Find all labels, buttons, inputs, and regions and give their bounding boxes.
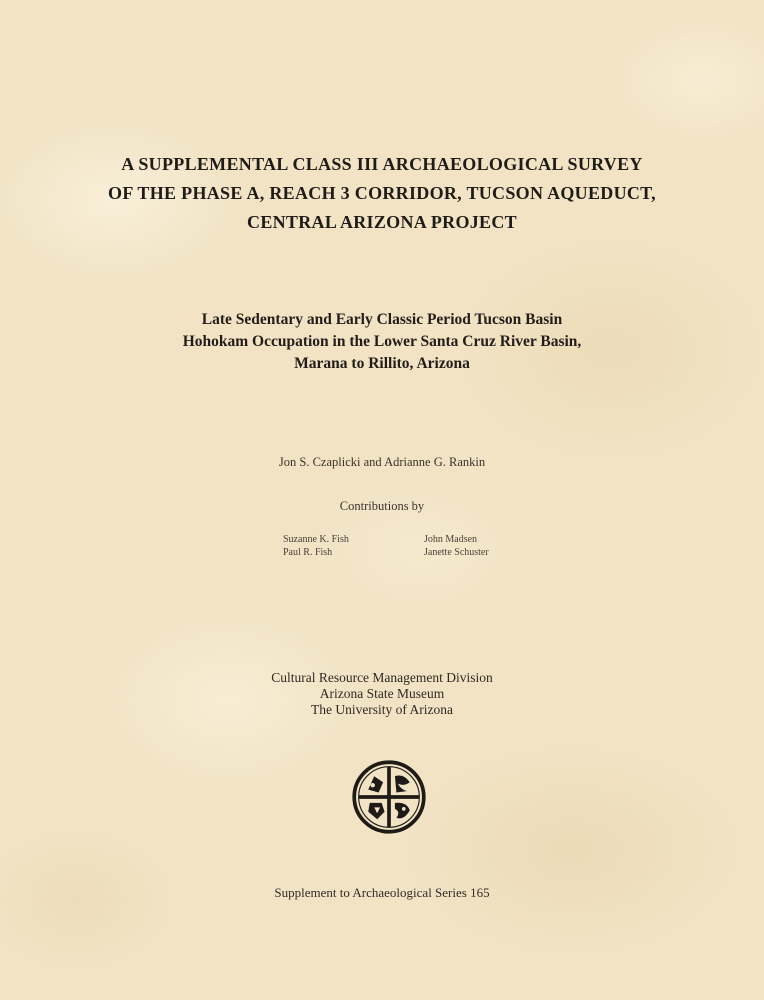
authors: Jon S. Czaplicki and Adrianne G. Rankin [278, 455, 486, 469]
institution-division: Cultural Resource Management Division [271, 670, 493, 685]
title-line-2: OF THE PHASE A, REACH 3 CORRIDOR, TUCSON AQUEDUCT, [108, 183, 656, 203]
contributor-name: Suzanne K. Fish [283, 534, 349, 545]
institution-university: The University of Arizona [310, 702, 454, 717]
subtitle-line-1: Late Sedentary and Early Classic Period Tucson Basin [201, 311, 563, 328]
institution [0, 670, 764, 718]
subtitle-line-2: Hohokam Occupation in the Lower Santa Cruz River Basin, [182, 333, 582, 350]
contributions-heading: Contributions by [339, 499, 425, 513]
title-line-3: CENTRAL ARIZONA PROJECT [247, 212, 517, 232]
contributors-right-column [424, 533, 489, 559]
series-note: Supplement to Archaeological Series 165 [274, 885, 490, 900]
report-subtitle [0, 309, 764, 375]
title-line-1: A SUPPLEMENTAL CLASS III ARCHAEOLOGICAL SURVEY [121, 154, 643, 174]
report-title [0, 150, 764, 237]
contributor-name: Paul R. Fish [283, 547, 333, 558]
contributor-name: John Madsen [424, 534, 478, 545]
contributor-name: Janette Schuster [424, 547, 489, 558]
museum-seal-icon [352, 760, 426, 834]
contributors-left-column [283, 533, 349, 559]
subtitle-line-3: Marana to Rillito, Arizona [294, 355, 470, 372]
institution-museum: Arizona State Museum [319, 686, 445, 701]
